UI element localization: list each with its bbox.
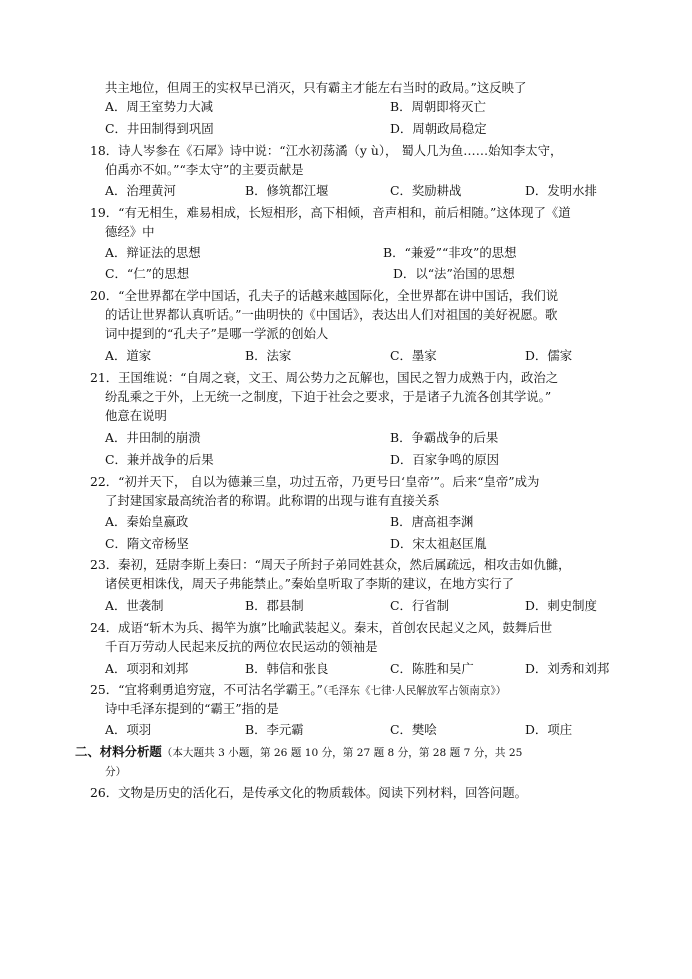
q24-option-a: A．项羽和刘邦 — [105, 661, 189, 676]
q18-option-b: B．修筑都江堰 — [245, 183, 329, 198]
q17-option-d: D．周朝政局稳定 — [390, 121, 487, 136]
q23-option-d: D．刺史制度 — [525, 598, 597, 613]
q20-stem-line-1: 20．“全世界都在学中国话，孔夫子的话越来越国际化，全世界都在讲中国话，我们说 — [90, 288, 559, 303]
q20-option-d: D．儒家 — [525, 348, 573, 363]
q25-stem-line-2: 诗中毛泽东提到的“霸王”指的是 — [105, 701, 279, 716]
q26-stem-line-1: 26．文物是历史的活化石，是传承文化的物质载体。阅读下列材料，回答问题。 — [90, 785, 528, 800]
q21-stem-line-1: 21．王国维说：“自周之衰，文王、周公势力之瓦解也，国民之智力成熟于内，政治之 — [90, 370, 559, 385]
q25-source: （毛泽东《七律·人民解放军占领南京》） — [322, 685, 507, 697]
q25-option-c: C．樊哙 — [390, 722, 437, 737]
q18-option-c: C．奖励耕战 — [390, 183, 462, 198]
q21-option-d: D．百家争鸣的原因 — [390, 452, 500, 467]
q18-option-d: D．发明水排 — [525, 183, 597, 198]
q21-option-b: B．争霸战争的后果 — [390, 430, 499, 445]
q20-stem-line-2: 的话让世界都认真听话。”一曲明快的《中国话》，表达出人们对祖国的美好祝愿。歌 — [105, 307, 558, 322]
q24-stem-line-2: 千百万劳动人民起来反抗的两位农民运动的领袖是 — [105, 639, 378, 654]
q24-option-c: C．陈胜和吴广 — [390, 661, 474, 676]
q21-option-c: C．兼并战争的后果 — [105, 452, 214, 467]
q24-stem-line-1: 24．成语“斩木为兵、揭竿为旗”比喻武装起义。秦末，首创农民起义之风，鼓舞后世 — [90, 620, 553, 635]
q23-option-a: A．世袭制 — [105, 598, 164, 613]
section2-heading — [75, 744, 522, 761]
q21-stem-line-3: 他意在说明 — [105, 408, 167, 423]
q24-option-d: D．刘秀和刘邦 — [525, 661, 610, 676]
q17-tail-line: 共主地位，但周王的实权早已消灭，只有霸主才能左右当时的政局。”这反映了 — [105, 80, 527, 95]
q21-stem-line-2: 纷乱乘之于外，上无统一之制度，下迫于社会之要求，于是诸子九流各创其学说。” — [105, 389, 552, 404]
q25-option-a: A．项羽 — [105, 722, 152, 737]
q22-option-b: B．唐高祖李渊 — [390, 514, 474, 529]
q25-stem-line-1 — [90, 682, 506, 699]
q23-stem-line-1: 23．秦初，廷尉李斯上奏曰：“周天子所封子弟同姓甚众，然后属疏远，相攻击如仇雠， — [90, 557, 571, 572]
q25-option-b: B．李元霸 — [245, 722, 304, 737]
q18-stem-line-1: 18．诗人岑参在《石犀》诗中说：“江水初荡潏（y ù）， 蜀人几为鱼……始知李太守， — [90, 143, 563, 158]
q24-option-b: B．韩信和张良 — [245, 661, 329, 676]
q18-stem-line-2: 伯禹亦不如。”“李太守”的主要贡献是 — [105, 162, 304, 177]
q23-stem-line-2: 诸侯更相诛伐，周天子弗能禁止。”秦始皇听取了李斯的建议，在地方实行了 — [105, 576, 515, 591]
section2-title: 二、材料分析题 — [75, 744, 162, 759]
q20-option-b: B．法家 — [245, 348, 292, 363]
q19-stem-line-2: 德经》中 — [105, 224, 155, 239]
q19-stem-line-1: 19．“有无相生，难易相成，长短相形，高下相倾，音声相和，前后相随。”这体现了《道 — [90, 205, 571, 220]
q17-option-b: B．周朝即将灭亡 — [390, 99, 486, 114]
q22-option-d: D．宋太祖赵匡胤 — [390, 536, 487, 551]
q17-option-c: C．井田制得到巩固 — [105, 121, 214, 136]
q20-stem-line-3: 词中提到的“孔夫子”是哪一学派的创始人 — [105, 326, 329, 341]
q22-stem-line-2: 了封建国家最高统治者的称谓。此称谓的出现与谁有直接关系 — [105, 493, 440, 508]
section2-note-1: （本大题共 3 小题，第 26 题 10 分，第 27 题 8 分，第 28 题 7 分，共 25 — [161, 747, 523, 759]
q25-quote: 25．“宜将剩勇追穷寇，不可沽名学霸王。” — [90, 682, 323, 697]
section2-note-2: 分） — [105, 766, 127, 778]
q23-option-c: C．行省制 — [390, 598, 450, 613]
q20-option-a: A．道家 — [105, 348, 152, 363]
q19-option-c: C．“仁”的思想 — [105, 266, 190, 281]
q22-option-c: C．隋文帝杨坚 — [105, 536, 189, 551]
q19-option-d: D．以“法”治国的思想 — [393, 266, 515, 281]
q20-option-c: C．墨家 — [390, 348, 437, 363]
q23-option-b: B．郡县制 — [245, 598, 304, 613]
q19-option-b: B．“兼爱”“非攻”的思想 — [383, 245, 517, 260]
q21-option-a: A．井田制的崩溃 — [105, 430, 201, 445]
q19-option-a: A．辩证法的思想 — [105, 245, 201, 260]
q22-stem-line-1: 22．“初并天下， 自以为德兼三皇，功过五帝，乃更号曰‘皇帝’”。后来“皇帝”成为 — [90, 474, 540, 489]
q18-option-a: A．治理黄河 — [105, 183, 176, 198]
q22-option-a: A．秦始皇嬴政 — [105, 514, 189, 529]
q17-option-a: A．周王室势力大减 — [105, 99, 214, 114]
q25-option-d: D．项庄 — [525, 722, 573, 737]
